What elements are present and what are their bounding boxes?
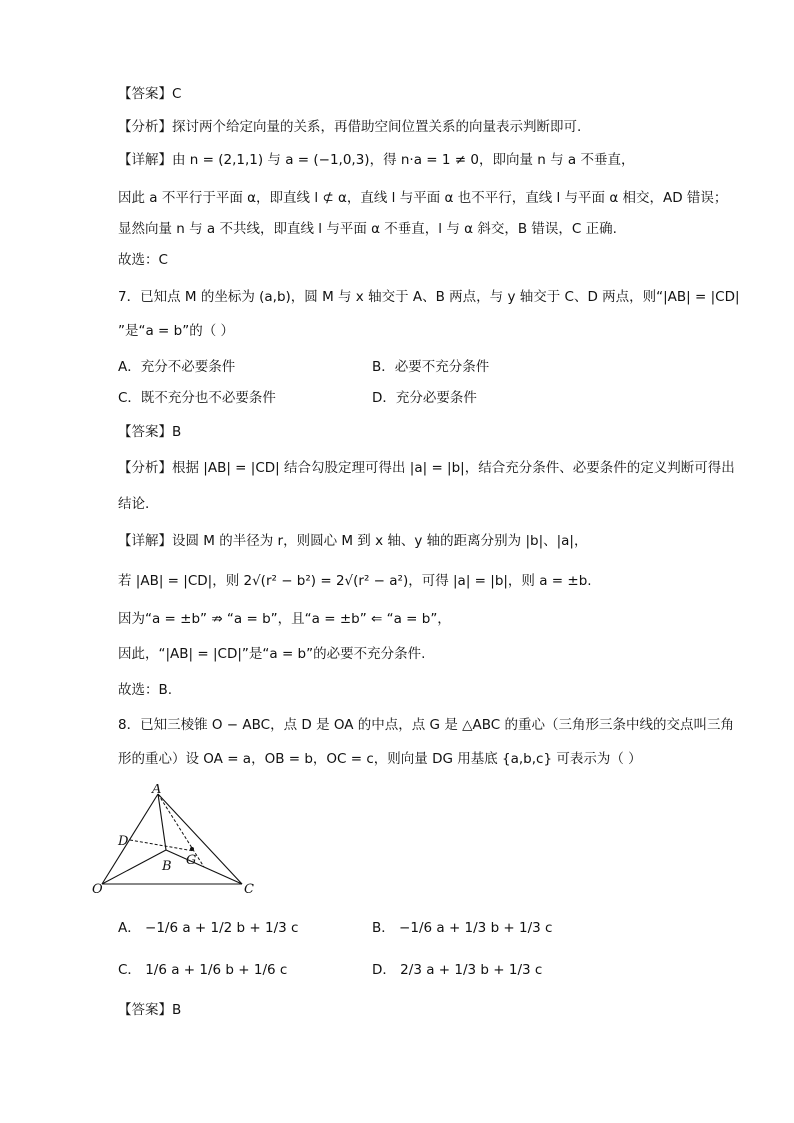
q8-option-b: B． −1/6 a + 1/3 b + 1/3 c [372, 920, 553, 936]
q6-detail-3: 显然向量 n 与 a 不共线，即直线 l 与平面 α 不垂直，l 与 α 斜交，B 错误，C 正确. [118, 221, 617, 237]
q6-detail-1: 【详解】由 n = (2,1,1) 与 a = (−1,0,3)，得 n·a = 1 ≠ 0，即向量 n 与 a 不垂直， [118, 152, 635, 168]
q8-option-a: A． −1/6 a + 1/2 b + 1/3 c [118, 920, 299, 936]
q7-option-b: B．必要不充分条件 [372, 359, 490, 375]
q7-detail-4: 因此，“|AB| = |CD|”是“a = b”的必要不充分条件. [118, 646, 426, 662]
label-a: A [152, 784, 162, 797]
q7-detail-3: 因为“a = ±b” ⇏ “a = b”，且“a = ±b” ⇐ “a = b”， [118, 611, 451, 627]
label-o: O [92, 882, 103, 894]
q8-stem-2: 形的重心）设 OA = a，OB = b，OC = c，则向量 DG 用基底 {a,b,c} 可表示为（ ） [118, 751, 642, 767]
q7-option-c: C．既不充分也不必要条件 [118, 390, 276, 406]
pyramid-figure [90, 784, 270, 894]
q7-stem-2: ”是“a = b”的（ ） [118, 323, 235, 339]
q7-detail-2: 若 |AB| = |CD|，则 2√(r² − b²) = 2√(r² − a²)，可得 |a| = |b|，则 a = ±b. [118, 573, 592, 589]
q7-analysis-1: 【分析】根据 |AB| = |CD| 结合勾股定理可得出 |a| = |b|，结合充分条件、必要条件的定义判断可得出 [118, 460, 735, 476]
q7-stem-1: 7．已知点 M 的坐标为 (a,b)，圆 M 与 x 轴交于 A、B 两点，与 y 轴交于 C、D 两点，则“|AB| = |CD| [118, 289, 740, 305]
q8-option-c: C． 1/6 a + 1/6 b + 1/6 c [118, 962, 288, 978]
q8-option-d: D． 2/3 a + 1/3 b + 1/3 c [372, 962, 543, 978]
label-c: C [244, 882, 254, 894]
q7-option-d: D．充分必要条件 [372, 390, 477, 406]
q6-analysis: 【分析】探讨两个给定向量的关系，再借助空间位置关系的向量表示判断即可. [118, 119, 582, 135]
label-g: G [186, 853, 197, 868]
q7-choose: 故选：B. [118, 682, 173, 698]
q6-answer: 【答案】C [118, 86, 182, 102]
q7-answer: 【答案】B [118, 424, 182, 440]
q7-detail-1: 【详解】设圆 M 的半径为 r，则圆心 M 到 x 轴、y 轴的距离分别为 |b|、|a|， [118, 533, 588, 549]
q8-answer: 【答案】B [118, 1002, 182, 1018]
label-d: D [118, 834, 129, 849]
q8-stem-1: 8．已知三棱锥 O − ABC，点 D 是 OA 的中点，点 G 是 △ABC 的重心（三角形三条中线的交点叫三角 [118, 717, 734, 733]
label-b: B [162, 859, 172, 874]
q6-choose: 故选：C [118, 252, 168, 268]
q7-option-a: A．充分不必要条件 [118, 359, 236, 375]
q6-detail-2: 因此 a 不平行于平面 α，即直线 l ⊄ α，直线 l 与平面 α 也不平行，直线 l 与平面 α 相交，AD 错误； [118, 190, 728, 206]
q7-analysis-2: 结论. [118, 496, 150, 512]
